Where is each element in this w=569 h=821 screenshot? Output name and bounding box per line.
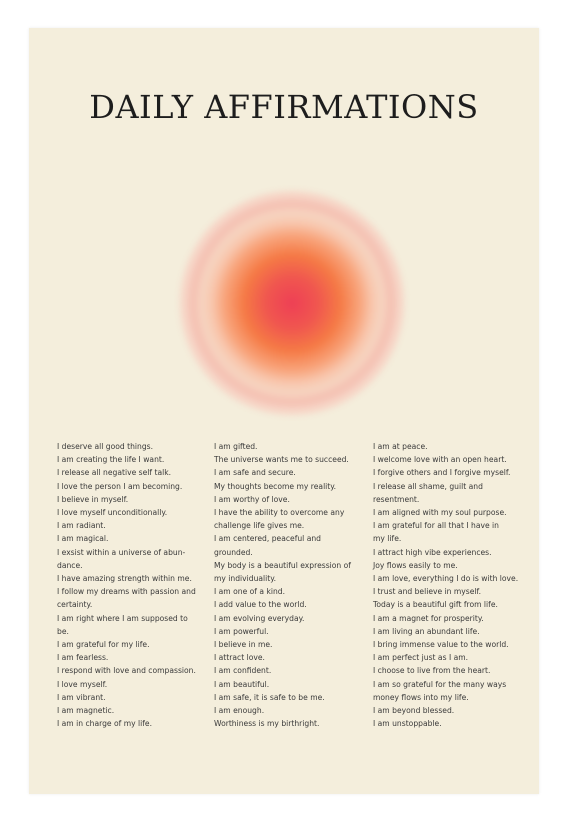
affirmation-line: I am love, everything I do is with love. [373,574,519,584]
affirmation-line: I am right where I am supposed to [57,613,188,623]
affirmation-line: I am safe and secure. [214,468,296,478]
affirmation-line: I am radiant. [57,521,106,531]
affirmation-line: Joy flows easily to me. [373,560,458,570]
affirmation-line: my individuality. [214,574,277,584]
affirmations-column-2 [214,440,351,730]
affirmation-line: I believe in myself. [57,494,129,504]
affirmation-line: I have the ability to overcome any [214,508,345,518]
gradient-orb [179,190,405,416]
affirmation-line: resentment. [373,494,420,504]
affirmation-line: I attract high vibe experiences. [373,547,492,557]
affirmation-line: Today is a beautiful gift from life. [373,600,498,610]
poster [29,28,539,794]
affirmation-line: I follow my dreams with passion and [57,587,196,597]
poster-title: DAILY AFFIRMATIONS [89,88,479,126]
affirmation-line: I exsist within a universe of abun- [57,547,186,557]
affirmation-line: I am aligned with my soul purpose. [373,508,507,518]
affirmation-line: I am centered, peaceful and [214,534,321,544]
affirmation-line: I am enough. [214,706,265,716]
affirmation-line: The universe wants me to succeed. [214,455,349,465]
affirmation-line: I release all shame, guilt and [373,481,483,491]
affirmation-line: I am living an abundant life. [373,626,480,636]
affirmation-line: I have amazing strength within me. [57,574,192,584]
affirmation-line: My body is a beautiful expression of [214,560,351,570]
affirmation-line: be. [57,626,69,636]
affirmation-line: I am worthy of love. [214,494,290,504]
affirmation-line: I love the person I am becoming. [57,481,183,491]
affirmation-line: I am one of a kind. [214,587,286,597]
affirmation-line: I choose to live from the heart. [373,666,491,676]
affirmation-line: I welcome love with an open heart. [373,455,507,465]
affirmation-line: I am vibrant. [57,692,106,702]
affirmation-line: I bring immense value to the world. [373,640,509,650]
affirmation-line: my life. [373,534,402,544]
affirmation-line: I am safe, it is safe to be me. [214,692,325,702]
affirmation-line: I am grateful for my life. [57,640,150,650]
affirmation-line: grounded. [214,547,253,557]
affirmation-line: I am magical. [57,534,109,544]
affirmations-column-1 [57,440,196,730]
affirmation-line: I trust and believe in myself. [373,587,482,597]
affirmation-line: Worthiness is my birthright. [214,719,320,729]
affirmation-line: money flows into my life. [373,692,469,702]
affirmation-line: I am beyond blessed. [373,706,455,716]
affirmation-line: I am magnetic. [57,706,115,716]
affirmation-line: I am evolving everyday. [214,613,305,623]
affirmation-line: I believe in me. [214,640,273,650]
affirmation-line: I am so grateful for the many ways [373,679,507,689]
affirmation-line: I am powerful. [214,626,269,636]
affirmation-line: I am fearless. [57,653,109,663]
affirmations-columns [29,440,539,740]
affirmation-line: dance. [57,560,83,570]
affirmation-line: I am unstoppable. [373,719,442,729]
affirmation-line: challenge life gives me. [214,521,305,531]
affirmation-line: I love myself unconditionally. [57,508,168,518]
affirmation-line: I am perfect just as I am. [373,653,469,663]
affirmation-line: I am grateful for all that I have in [373,521,499,531]
affirmations-column-3 [373,440,518,730]
affirmation-line: I am gifted. [214,442,258,451]
affirmation-line: I am confident. [214,666,272,676]
affirmation-line: I deserve all good things. [57,442,154,451]
affirmation-line: I love myself. [57,679,108,689]
affirmation-line: My thoughts become my reality. [214,481,337,491]
affirmation-line: I respond with love and compassion. [57,666,196,676]
affirmation-line: I am beautiful. [214,679,270,689]
affirmation-line: I am at peace. [373,442,428,451]
affirmation-line: I am creating the life I want. [57,455,165,465]
affirmation-line: I attract love. [214,653,265,663]
affirmation-line: I am a magnet for prosperity. [373,613,484,623]
affirmation-line: I am in charge of my life. [57,719,153,729]
affirmation-line: I add value to the world. [214,600,307,610]
affirmation-line: I forgive others and I forgive myself. [373,468,511,478]
affirmation-line: I release all negative self talk. [57,468,172,478]
affirmation-line: certainty. [57,600,93,610]
